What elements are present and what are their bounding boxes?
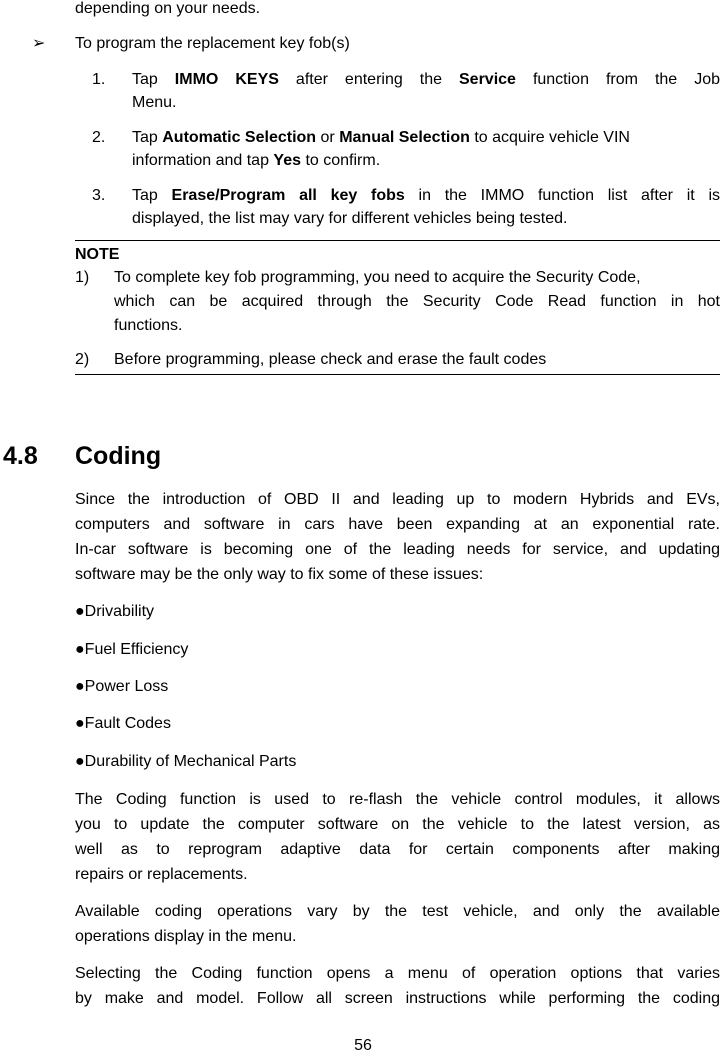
bullet-dot-icon: ● [75,678,85,695]
paragraph-line: In-car software is becoming one of the leading needs for service, and updating [75,541,720,558]
note-item-line: To complete key fob programming, you need to acquire the Security Code, [114,269,641,286]
paragraph-line: by make and model. Follow all screen instructions while performing the coding [75,990,720,1007]
paragraph-line: software may be the only way to fix some of these issues: [75,566,484,583]
section-title: Coding [75,442,162,470]
step-text-line: displayed, the list may vary for different vehicles being tested. [132,210,568,227]
step-text-line: Tap Automatic Selection or Manual Selection to acquire vehicle VIN [132,129,630,146]
note-item-number: 1) [75,269,90,286]
paragraph-line: repairs or replacements. [75,866,248,883]
bullet-dot-icon: ● [75,715,85,732]
note-title: NOTE [75,246,120,263]
program-keyfob-heading: To program the replacement key fob(s) [75,35,350,52]
paragraph-line: well as to reprogram adaptive data for certain components after making [75,841,720,858]
bullet-dot-icon: ● [75,603,85,620]
step-number: 1. [92,71,106,88]
continued-text: depending on your needs. [75,0,261,17]
step-number: 3. [92,187,106,204]
bullet-dot-icon: ● [75,753,85,770]
bullet-dot-icon: ● [75,641,85,658]
paragraph-line: Available coding operations vary by the test vehicle, and only the available [75,903,720,920]
arrow-bullet-icon: ➢ [32,35,46,52]
step-text-line: Menu. [132,94,177,111]
paragraph-line: Since the introduction of OBD II and leading up to modern Hybrids and EVs, [75,491,720,508]
note-item-number: 2) [75,351,90,368]
note-item-line: which can be acquired through the Security Code Read function in hot [114,293,720,310]
paragraph-line: operations display in the menu. [75,928,297,945]
step-number: 2. [92,129,106,146]
note-top-rule [75,240,720,241]
list-item: ●Fuel Efficiency [75,641,189,658]
list-item: ●Power Loss [75,678,169,695]
paragraph-line: Selecting the Coding function opens a menu of operation options that varies [75,965,720,982]
page-number: 56 [354,1037,372,1054]
list-item: ●Fault Codes [75,715,171,732]
paragraph-line: computers and software in cars have been expanding at an exponential rate. [75,516,720,533]
list-item: ●Durability of Mechanical Parts [75,753,297,770]
note-item-line: Before programming, please check and erase the fault codes [114,351,547,368]
step-text-line: Tap IMMO KEYS after entering the Service function from the Job [132,71,721,88]
paragraph-line: you to update the computer software on the vehicle to the latest version, as [75,816,720,833]
step-text-line: information and tap Yes to confirm. [132,152,381,169]
paragraph-line: The Coding function is used to re-flash the vehicle control modules, it allows [75,791,720,808]
section-number: 4.8 [3,442,38,470]
note-item-line: functions. [114,317,183,334]
note-bottom-rule [75,374,720,375]
step-text-line: Tap Erase/Program all key fobs in the IMMO function list after it is [132,187,720,204]
list-item: ●Drivability [75,603,155,620]
